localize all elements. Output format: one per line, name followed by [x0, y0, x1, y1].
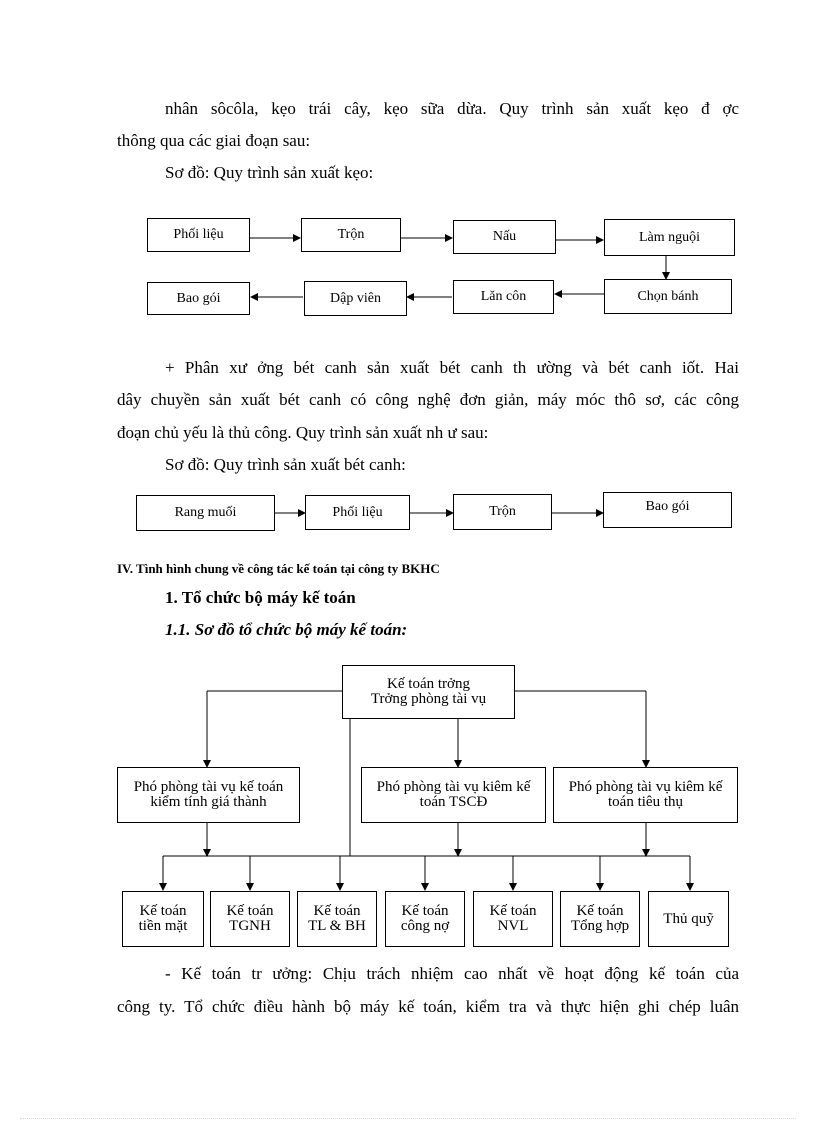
org-staff-cong-no: Kế toán công nợ [385, 891, 465, 947]
section-heading-iv: IV. Tình hình chung về công tác kế toán tại công ty BKHC [117, 561, 440, 576]
org-deputy-tscd: Phó phòng tài vụ kiêm kế toán TSCĐ [361, 767, 546, 823]
section-heading-1-1: 1.1. Sơ đồ tổ chức bộ máy kế toán: [165, 620, 408, 639]
msg-step-tron: Trộn [453, 494, 552, 530]
msg-line-1: + Phân xư ởng bét canh sản xuất bét canh th ường và bét canh iốt. Hai [165, 358, 739, 377]
org-staff-tien-mat: Kế toán tiền mặt [122, 891, 204, 947]
org-staff-tong-hop: Kế toán Tổng hợp [560, 891, 640, 947]
candy-step-bao-goi: Bao gói [147, 282, 250, 315]
msg-line-3: đoạn chủ yếu là thủ công. Quy trình sản xuất nh ư sau: [117, 423, 489, 442]
candy-step-phoi-lieu: Phối liệu [147, 218, 250, 252]
org-deputy-gia-thanh: Phó phòng tài vụ kế toán kiểm tính giá thành [117, 767, 300, 823]
desc-line-2: công ty. Tổ chức điều hành bộ máy kế toán, kiểm tra và thực hiện ghi chép luân [117, 997, 739, 1016]
org-staff-tl-bh: Kế toán TL & BH [297, 891, 377, 947]
msg-step-bao-goi: Bao gói [603, 492, 732, 528]
org-staff-tgnh: Kế toán TGNH [210, 891, 290, 947]
candy-diagram-caption: Sơ đồ: Quy trình sản xuất kẹo: [165, 163, 374, 182]
msg-step-phoi-lieu: Phối liệu [305, 495, 410, 530]
page-bottom-rule [20, 1118, 796, 1119]
desc-line-1: - Kế toán tr ưởng: Chịu trách nhiệm cao nhất về hoạt động kế toán của [165, 964, 739, 983]
section-heading-1: 1. Tổ chức bộ máy kế toán [165, 588, 356, 607]
candy-step-dap-vien: Dập viên [304, 281, 407, 316]
org-staff-thu-quy: Thủ quỹ [648, 891, 729, 947]
candy-step-nau: Nấu [453, 220, 556, 254]
intro-line-2: thông qua các giai đoạn sau: [117, 131, 311, 150]
intro-line-1: nhân sôcôla, kẹo trái cây, kẹo sữa dừa. Quy trình sản xuất kẹo đ ợc [165, 99, 739, 118]
candy-step-chon-banh: Chọn bánh [604, 279, 732, 314]
org-deputy-tieu-thu: Phó phòng tài vụ kiêm kế toán tiêu thụ [553, 767, 738, 823]
org-staff-nvl: Kế toán NVL [473, 891, 553, 947]
candy-step-lan-con: Lăn côn [453, 280, 554, 314]
candy-step-lam-nguoi: Làm nguội [604, 219, 735, 256]
org-chief: Kế toán trởng Trởng phòng tài vụ [342, 665, 515, 719]
msg-step-rang-muoi: Rang muối [136, 495, 275, 531]
msg-diagram-caption: Sơ đồ: Quy trình sản xuất bét canh: [165, 455, 406, 474]
msg-line-2: dây chuyền sản xuất bét canh có công nghệ đơn giản, máy móc thô sơ, các công [117, 390, 739, 409]
candy-step-tron: Trộn [301, 218, 401, 252]
